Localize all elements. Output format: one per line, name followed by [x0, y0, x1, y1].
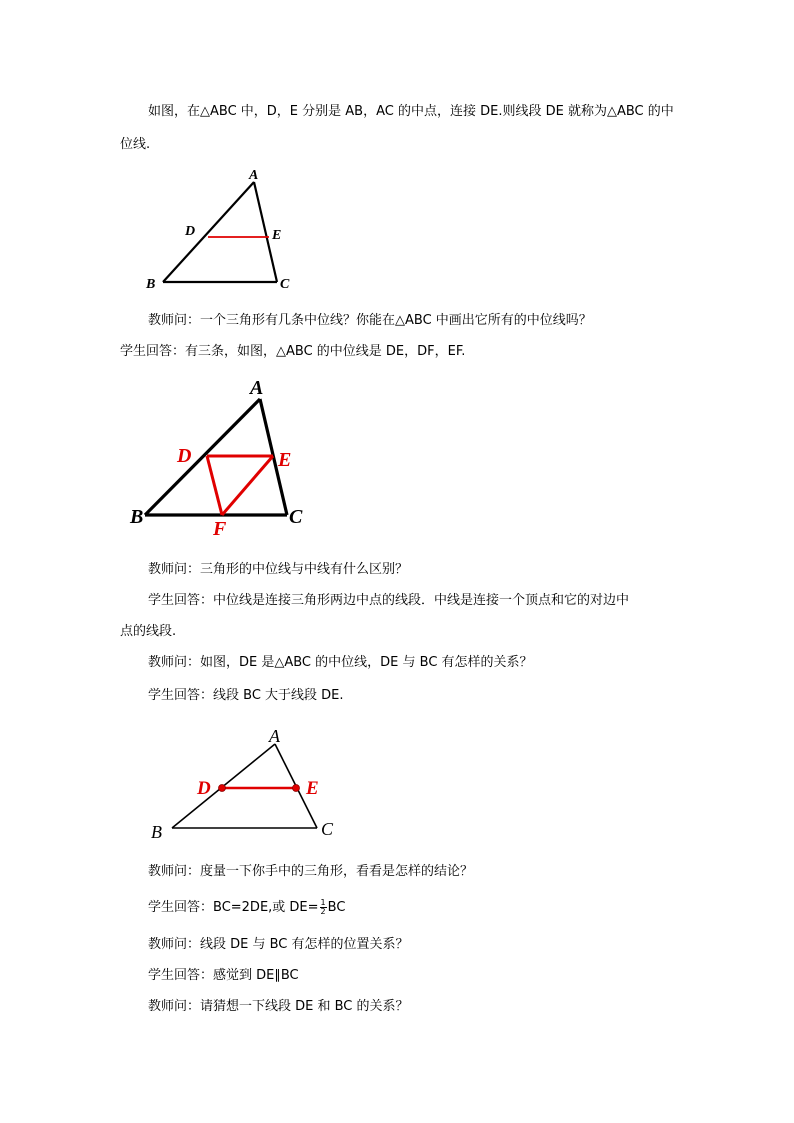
fig2-label-a: A	[250, 377, 264, 399]
fig3-label-d: D	[197, 778, 211, 799]
fraction-numerator: 1	[320, 898, 326, 907]
intro-line-1: 如图，在△ABC 中，D，E 分别是 AB，AC 的中点，连接 DE.则线段 DE 就称为△ABC 的中	[148, 104, 674, 119]
fig3-label-b: B	[151, 822, 162, 842]
one-half-fraction	[320, 899, 327, 916]
fig2-label-f: F	[213, 518, 227, 540]
student-answer-4	[148, 898, 345, 918]
figure-2-triangle-midlines	[125, 372, 315, 544]
fig2-midline-df	[207, 456, 222, 515]
teacher-question-2: 教师问：三角形的中位线与中线有什么区别？	[148, 562, 409, 577]
fig1-label-b: B	[146, 277, 156, 292]
fig2-label-e: E	[278, 449, 292, 471]
fig2-label-c: C	[289, 506, 303, 528]
fig1-side-ab	[163, 182, 254, 282]
student-answer-2-line-2: 点的线段.	[120, 624, 177, 639]
student-answer-1: 学生回答：有三条，如图，△ABC 的中位线是 DE，DF，EF.	[120, 344, 466, 359]
figure-3-triangle-midline	[145, 720, 355, 845]
student-answer-3: 学生回答：线段 BC 大于线段 DE.	[148, 688, 344, 703]
student-answer-4-suffix: BC	[327, 900, 346, 915]
fig1-label-a: A	[249, 168, 259, 183]
fraction-denominator: 2	[320, 907, 326, 916]
student-answer-4-prefix: 学生回答：BC=2DE,或 DE=	[148, 900, 319, 915]
fig3-point-d	[219, 785, 226, 792]
teacher-question-3: 教师问：如图，DE 是△ABC 的中位线，DE 与 BC 有怎样的关系？	[148, 655, 533, 670]
figure-1-triangle-midline	[140, 162, 310, 297]
teacher-question-5: 教师问：线段 DE 与 BC 有怎样的位置关系？	[148, 937, 409, 952]
fig3-label-c: C	[321, 819, 334, 839]
student-answer-2-line-1: 学生回答：中位线是连接三角形两边中点的线段．中线是连接一个顶点和它的对边中	[148, 593, 630, 608]
fig3-label-e: E	[306, 778, 319, 799]
fig3-point-e	[293, 785, 300, 792]
student-answer-5: 学生回答：感觉到 DE∥BC	[148, 968, 299, 983]
teacher-question-6: 教师问：请猜想一下线段 DE 和 BC 的关系？	[148, 999, 409, 1014]
intro-line-2: 位线.	[120, 137, 151, 152]
fig3-label-a: A	[269, 726, 280, 746]
fig2-label-d: D	[177, 445, 192, 467]
fig2-label-b: B	[130, 506, 144, 528]
teacher-question-1: 教师问：一个三角形有几条中位线？你能在△ABC 中画出它所有的中位线吗？	[148, 313, 592, 328]
fig2-midline-ef	[222, 456, 273, 515]
fig1-label-d: D	[185, 224, 196, 239]
teacher-question-4: 教师问：度量一下你手中的三角形，看看是怎样的结论？	[148, 864, 474, 879]
fig1-label-c: C	[280, 277, 290, 292]
fig1-label-e: E	[272, 228, 282, 243]
